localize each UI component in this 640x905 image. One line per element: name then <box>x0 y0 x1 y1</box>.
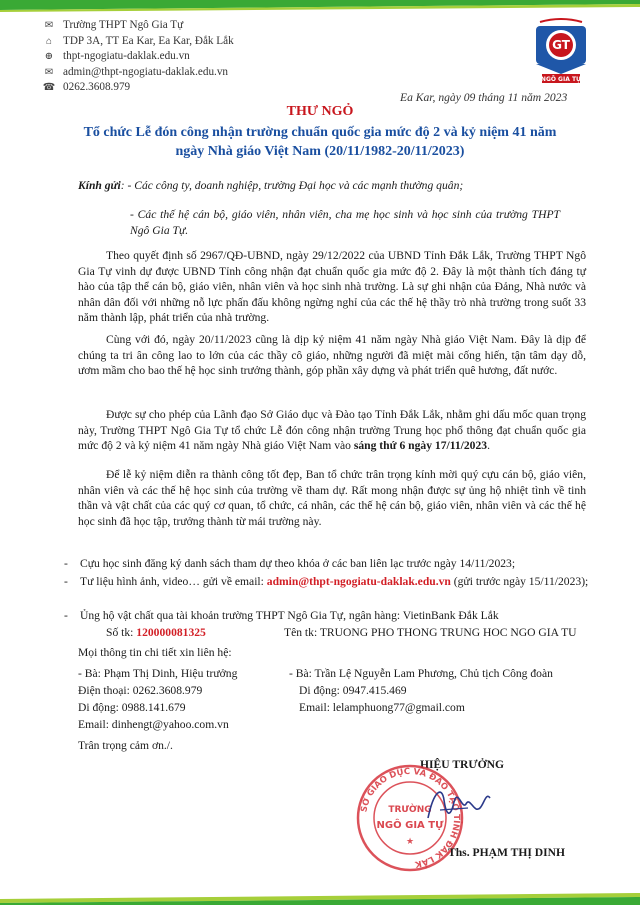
svg-text:TRƯỜNG: TRƯỜNG <box>388 805 432 815</box>
signer-role: HIỆU TRƯỞNG <box>420 758 505 771</box>
contact-left-email: Email: dinhengt@yahoo.com.vn <box>78 718 229 731</box>
bullet-donation: - Ủng hộ vật chất qua tài khoản trường THPT Ngô Gia Tự, ngân hàng: VietinBank Đắk Lắk <box>64 609 499 622</box>
media-email-link[interactable]: admin@thpt-ngogiatu-daklak.edu.vn <box>266 575 451 588</box>
school-address-line: ⌂ TDP 3A, TT Ea Kar, Ea Kar, Đắk Lắk <box>42 34 234 50</box>
closing-line: Trân trọng cảm ơn./. <box>78 739 173 752</box>
greeting-line-2: - Các thế hệ cán bộ, giáo viên, nhân viên, cha mẹ học sinh và học sinh của trường THPT Ngô Gia Tự. <box>130 208 560 237</box>
paragraph-4: Để lễ kỷ niệm diễn ra thành công tốt đẹp, Ban tổ chức trân trọng kính mời quý cựu cán bộ, giáo viên, nhân viên và các thế hệ học sinh của trường về tham dự. Rất mong nhận được sự ủng hộ nhiệt tình về tinh thần và vật chất của các quý cơ quan, tổ chức, cá nhân, các thế hệ cán bộ, giáo viên, nhân viên và các thế hệ học sinh đã học tập, trưởng thành từ mái trường này. <box>78 468 586 528</box>
svg-text:GT: GT <box>552 38 570 52</box>
envelope-icon: ✉ <box>44 20 54 31</box>
contact-left-mobile: Di động: 0988.141.679 <box>78 701 186 714</box>
svg-text:NGÔ GIA TỰ: NGÔ GIA TỰ <box>540 76 582 83</box>
letter-title: THƯ NGỎ <box>286 104 354 119</box>
svg-text:NGÔ GIA TỰ: NGÔ GIA TỰ <box>376 820 444 831</box>
school-name-line: ✉ Trường THPT Ngô Gia Tự <box>42 18 183 34</box>
top-decorative-band <box>0 0 640 12</box>
bullet-register: - Cựu học sinh đăng ký danh sách tham dự theo khóa ở các ban liên lạc trước ngày 14/11/2023; <box>64 557 516 570</box>
contact-intro: Mọi thông tin chi tiết xin liên hệ: <box>78 646 232 659</box>
svg-text:SỞ GIÁO DỤC VÀ ĐÀO TẠO TỈNH ĐẮ: SỞ GIÁO DỤC VÀ ĐÀO TẠO TỈNH ĐẮK LẮK <box>359 766 462 869</box>
paragraph-1: Theo quyết định số 2967/QĐ-UBND, ngày 29/12/2022 của UBND Tỉnh Đắk Lắk, Trường THPT Ngô Gia Tự vinh dự được UBND Tỉnh công nhận đạt chuẩn quốc gia mức độ 2. Đây là một thành tích đáng tự hào của tập thể cán bộ, giáo viên, nhân viên và học sinh nhà trường. Là sự ghi nhận của Đảng, Nhà nước và nhân dân đối với những nỗ lực phấn đấu không ngừng nghỉ của các thế hệ thầy trò nhà trường trong suốt 33 năm thành lập, phát triển của nhà trường. <box>78 249 586 324</box>
bullet-media: - Tư liệu hình ảnh, video… gửi về email: admin@thpt-ngogiatu-daklak.edu.vn (gửi trước ngày 15/11/2023); <box>64 575 589 588</box>
signer-name: Ths. PHẠM THỊ DINH <box>448 846 566 859</box>
date-line: Ea Kar, ngày 09 tháng 11 năm 2023 <box>400 91 568 104</box>
globe-icon: ⊕ <box>44 51 54 62</box>
account-number-line: Số tk: 120000081325 <box>106 626 206 639</box>
home-icon: ⌂ <box>45 35 52 47</box>
bullet-dash: - <box>64 575 68 588</box>
contact-right-email: Email: lelamphuong77@gmail.com <box>299 701 465 714</box>
greeting-line-1: Kính gửi: - Các công ty, doanh nghiệp, trường Đại học và các mạnh thường quân; <box>78 179 464 192</box>
mail-icon: ✉ <box>44 66 54 78</box>
paragraph-3: Được sự cho phép của Lãnh đạo Sở Giáo dục và Đào tạo Tỉnh Đắk Lắk, nhằm ghi dấu mốc quan trọng này, Trường THPT Ngô Gia Tự tổ chức Lễ đón công nhận trường Trung học phổ thông đạt chuẩn quốc gia mức độ 2 và kỷ niệm 41 năm ngày Nhà giáo Việt Nam vào sáng thứ 6 ngày 17/11/2023. <box>78 408 586 452</box>
letter-subtitle: Tổ chức Lễ đón công nhận trường chuẩn quốc gia mức độ 2 và kỷ niệm 41 năm ngày Nhà giáo Việt Nam (20/11/1982-20/11/2023) <box>83 125 557 159</box>
school-website-line <box>42 49 190 65</box>
paragraph-2: Cùng với đó, ngày 20/11/2023 cũng là dịp kỷ niệm 41 năm ngày Nhà giáo Việt Nam. Đây là dịp để chúng ta tri ân công lao to lớn của các thầy cô giáo, những người đã miệt mài cống hiến, tận tâm dạy dỗ, ươm mầm cho bao thế hệ học sinh trưởng thành, góp phần xây dựng và phát triển quê hương, đất nước. <box>78 333 586 377</box>
contact-right-mobile: Di động: 0947.415.469 <box>299 684 407 697</box>
contact-right-name: - Bà: Trần Lệ Nguyễn Lam Phương, Chủ tịch Công đoàn <box>289 667 553 680</box>
website-link[interactable]: thpt-ngogiatu-daklak.edu.vn <box>63 50 190 62</box>
svg-text:★: ★ <box>405 836 415 846</box>
bullet-dash: - <box>64 557 68 570</box>
bottom-decorative-band <box>0 891 640 905</box>
contact-left-name: - Bà: Phạm Thị Dinh, Hiệu trưởng <box>78 667 238 680</box>
handwritten-signature <box>420 780 500 830</box>
phone-icon: ☎ <box>42 82 56 93</box>
school-email-line <box>42 65 228 81</box>
school-phone-line: ☎ 0262.3608.979 <box>42 80 130 96</box>
school-logo <box>530 18 592 84</box>
contact-left-phone: Điện thoại: 0262.3608.979 <box>78 684 203 697</box>
email-link[interactable]: admin@thpt-ngogiatu-daklak.edu.vn <box>63 65 229 78</box>
account-name: Tên tk: TRUONG PHO THONG TRUNG HOC NGO GIA TU <box>284 626 577 639</box>
bullet-dash: - <box>64 609 68 622</box>
